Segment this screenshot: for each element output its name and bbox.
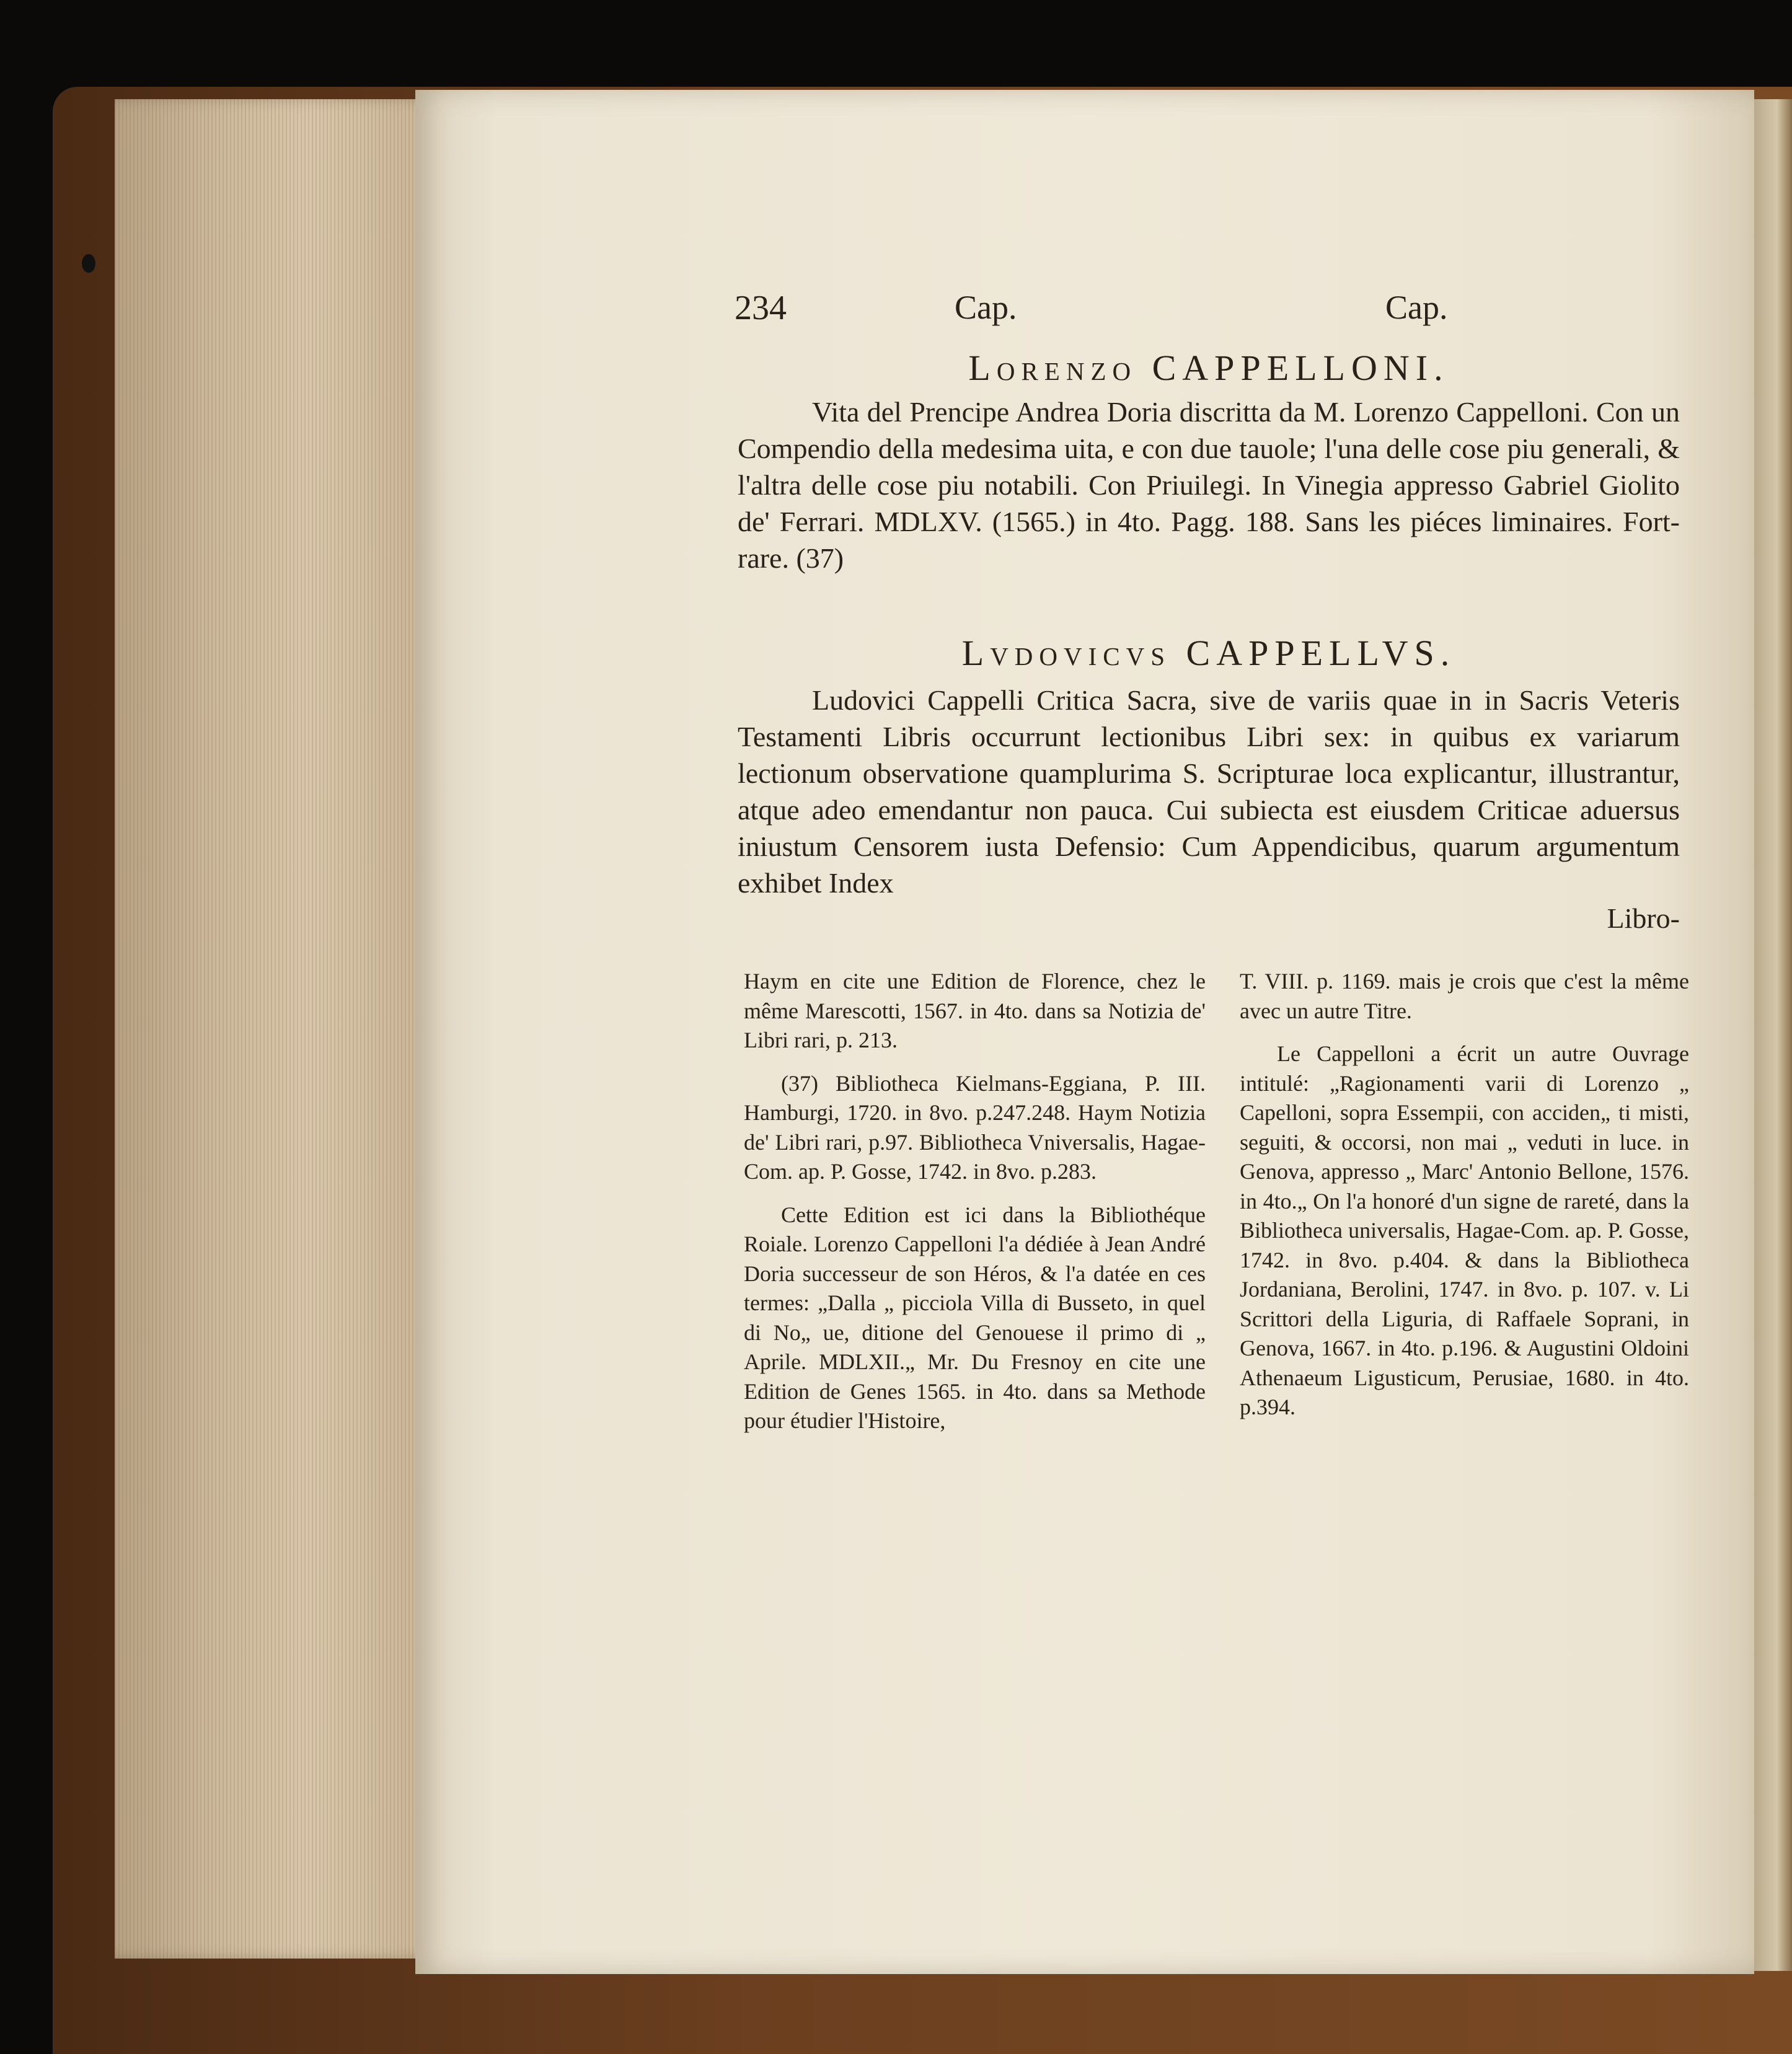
page-edges — [115, 99, 437, 1959]
running-head-left: Cap. — [955, 289, 1017, 326]
running-head-right: Cap. — [1385, 289, 1448, 326]
binding-hole — [82, 254, 95, 273]
page-number: 234 — [735, 289, 787, 327]
catchword: Libro- — [1607, 902, 1680, 934]
notes-column-left — [744, 967, 1206, 1450]
note-paragraph: Haym en cite une Edition de Florence, chez le même Marescotti, 1567. in 4to. dans sa Notizia de' Libri rari, p. 213. — [744, 969, 1206, 1052]
note-paragraph: Cette Edition est ici dans la Bibliothéque Roiale. Lorenzo Cappelloni l'a dédiée à Jean André Doria successeur de son Héros, & l'a datée en ces termes: „Dalla „ picciola Villa di Busseto, in quel di No„ ue, ditione del Genouese il primo di „ Aprile. MDLXII.„ Mr. Du Fresnoy en cite une Edition de Genes 1565. in 4to. dans sa Methode pour étudier l'Histoire, — [744, 1202, 1206, 1433]
running-head — [735, 288, 1683, 344]
entry-heading-cappelloni: Lorenzo CAPPELLONI. — [968, 348, 1449, 388]
note-paragraph: (37) Bibliotheca Kielmans-Eggiana, P. III. Hamburgi, 1720. in 8vo. p.247.248. Haym Notizia de' Libri rari, p.97. Bibliotheca Vniversalis, Hagae-Com. ap. P. Gosse, 1742. in 8vo. p.283. — [744, 1070, 1206, 1184]
entry-text-cappelloni: Vita del Prencipe Andrea Doria discritta da M. Lorenzo Cappelloni. Con un Compendio della medesima uita, e con due tauole; l'una delle cose piu generali, & l'altra delle cose piu notabili. Con Priuilegi. In Vinegia appresso Gabriel Giolito de' Ferrari. MDLXV. (1565.) in 4to. Pagg. 188. Sans les piéces liminaires. Fort-rare. (37) — [738, 396, 1680, 574]
notes-column-right — [1240, 967, 1689, 1436]
facing-page-edge — [1754, 99, 1792, 1971]
entry-text-cappellus: Ludovici Cappelli Critica Sacra, sive de variis quae in in Sacris Veteris Testamenti Libris occurrunt lectionibus Libri sex: in quibus ex variarum lectionum observatione quamplurima S. Scripturae loca explicantur, illustrantur, atque adeo emendantur non pauca. Cui subiecta est eiusdem Criticae aduersus iniustum Censorem iusta Defensio: Cum Appendicibus, quarum argumentum exhibet Index — [738, 684, 1680, 899]
note-paragraph: T. VIII. p. 1169. mais je crois que c'est la même avec un autre Titre. — [1240, 969, 1689, 1023]
entry-heading-cappellus: Lvdovicvs CAPPELLVS. — [961, 633, 1456, 673]
note-paragraph: Le Cappelloni a écrit un autre Ouvrage intitulé: „Ragionamenti varii di Lorenzo „ Capelloni, sopra Essempii, con acciden„ ti misti, seguiti, & occorsi, non mai „ veduti in luce. in Genova, appresso „ Marc' Antonio Bellone, 1576. in 4to.„ On l'a honoré d'un signe de rareté, dans la Bibliotheca universalis, Hagae-Com. ap. P. Gosse, 1742. in 8vo. p.404. & dans la Bibliotheca Jordaniana, Berolini, 1747. in 8vo. p. 107. v. Li Scrittori della Liguria, di Raffaele Soprani, in Genova, 1667. in 4to. p.196. & Augustini Oldoini Athenaeum Ligusticum, Perusiae, 1680. in 4to. p.394. — [1240, 1041, 1689, 1419]
